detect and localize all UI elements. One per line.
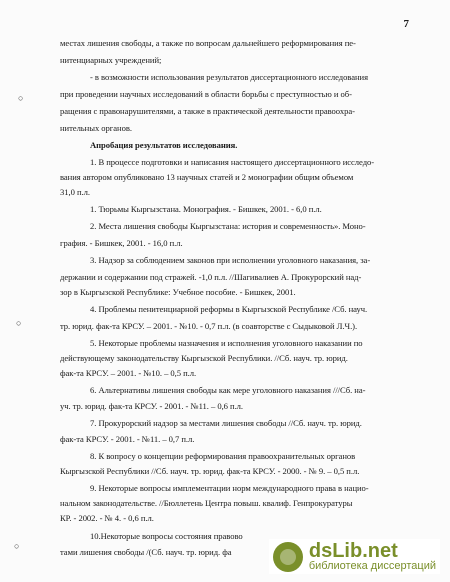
list-item: 3. Надзор за соблюдением законов при исполнении уголовного наказания, за- xyxy=(90,255,371,265)
text-line: при проведении научных исследований в области борьбы с преступностью и об- xyxy=(60,89,352,99)
watermark-logo-icon xyxy=(273,542,303,572)
text-line: КР. - 2002. - № 4. - 0,6 п.л. xyxy=(60,513,154,523)
watermark-subtitle: библиотека диссертаций xyxy=(308,560,436,572)
text-line: зор в Кыргызской Республике: Учебное пособие. - Бишкек, 2001. xyxy=(60,287,296,297)
text-line: нальном законодательстве. //Бюллетень Центра повыш. квалиф. Генпрокуратуры xyxy=(60,498,353,508)
text-line: графия. - Бишкек, 2001. - 16,0 п.л. xyxy=(60,238,183,248)
text-line: - в возможности использования результатов диссертационного исследования xyxy=(90,72,368,82)
list-item: 7. Прокурорский надзор за местами лишения свободы //Сб. науч. тр. юрид. xyxy=(90,418,362,428)
section-heading: Апробация результатов исследования. xyxy=(90,140,238,150)
binding-hole-icon: ○ xyxy=(18,93,24,103)
list-item: 2. Места лишения свободы Кыргызстана: история и современность». Моно- xyxy=(90,221,366,231)
text-line: ращения с правонарушителями, а также в практической деятельности правоохра- xyxy=(60,106,355,116)
list-item: 1. Тюрьмы Кыргызстана. Монография. - Бишкек, 2001. - 6,0 п.л. xyxy=(90,204,322,214)
text-line: Кыргызской Республики //Сб. науч. тр. юрид. фак-та КРСУ. - 2000. - № 9. – 0,5 п.л. xyxy=(60,466,360,476)
text-line: фак-та КРСУ. - 2001. - №11. – 0,7 п.л. xyxy=(60,434,195,444)
text-line: действующему законодательству Кыргызской Республики. //Сб. науч. тр. юрид. xyxy=(60,353,348,363)
text-line: уч. тр. юрид. фак-та КРСУ. - 2001. - №11. – 0,6 п.л. xyxy=(60,401,244,411)
text-line: нительных органов. xyxy=(60,123,132,133)
watermark-brand: dsLib.net xyxy=(308,540,398,562)
text-line: держании и содержании под стражей. -1,0 п.л. //Шагивалиев А. Прокурорский над- xyxy=(60,272,362,282)
watermark xyxy=(269,539,440,574)
text-line: тами лишения свободы /(Сб. науч. тр. юрид. фа xyxy=(60,547,232,557)
text-line: вания автором опубликовано 13 научных статей и 2 монографии общим объемом xyxy=(60,172,354,182)
list-item: 9. Некоторые вопросы имплементации норм международного права в нацио- xyxy=(90,483,369,493)
binding-hole-icon: ○ xyxy=(16,318,22,328)
text-line: местах лишения свободы, а также по вопросам дальнейшего реформирования пе- xyxy=(60,38,356,48)
list-item: 10.Некоторые вопросы состояния правово xyxy=(90,531,243,541)
list-item: 4. Проблемы пенитенциарной реформы в Кыргызской Республике /Сб. науч. xyxy=(90,304,368,314)
binding-hole-icon: ○ xyxy=(14,541,20,551)
text-line: 31,0 п.л. xyxy=(60,187,90,197)
list-item: 5. Некоторые проблемы назначения и исполнения уголовного наказании по xyxy=(90,338,363,348)
list-item: 6. Альтернативы лишения свободы как мере уголовного наказания ///Сб. на- xyxy=(90,385,366,395)
text-line: тр. юрид. фак-та КРСУ. – 2001. - №10. - 0,7 п.л. (в соавторстве с Сыдыковой Л.Ч.). xyxy=(60,321,358,331)
page-number: 7 xyxy=(403,18,409,30)
text-line: нитенциарных учреждений; xyxy=(60,55,162,65)
list-item: 8. К вопросу о концепции реформирования правоохранительных органов xyxy=(90,451,356,461)
text-line: фак-та КРСУ. – 2001. - №10. – 0,5 п.л. xyxy=(60,368,197,378)
text-line: 1. В процессе подготовки и написания настоящего диссертационного исследо- xyxy=(90,157,375,167)
